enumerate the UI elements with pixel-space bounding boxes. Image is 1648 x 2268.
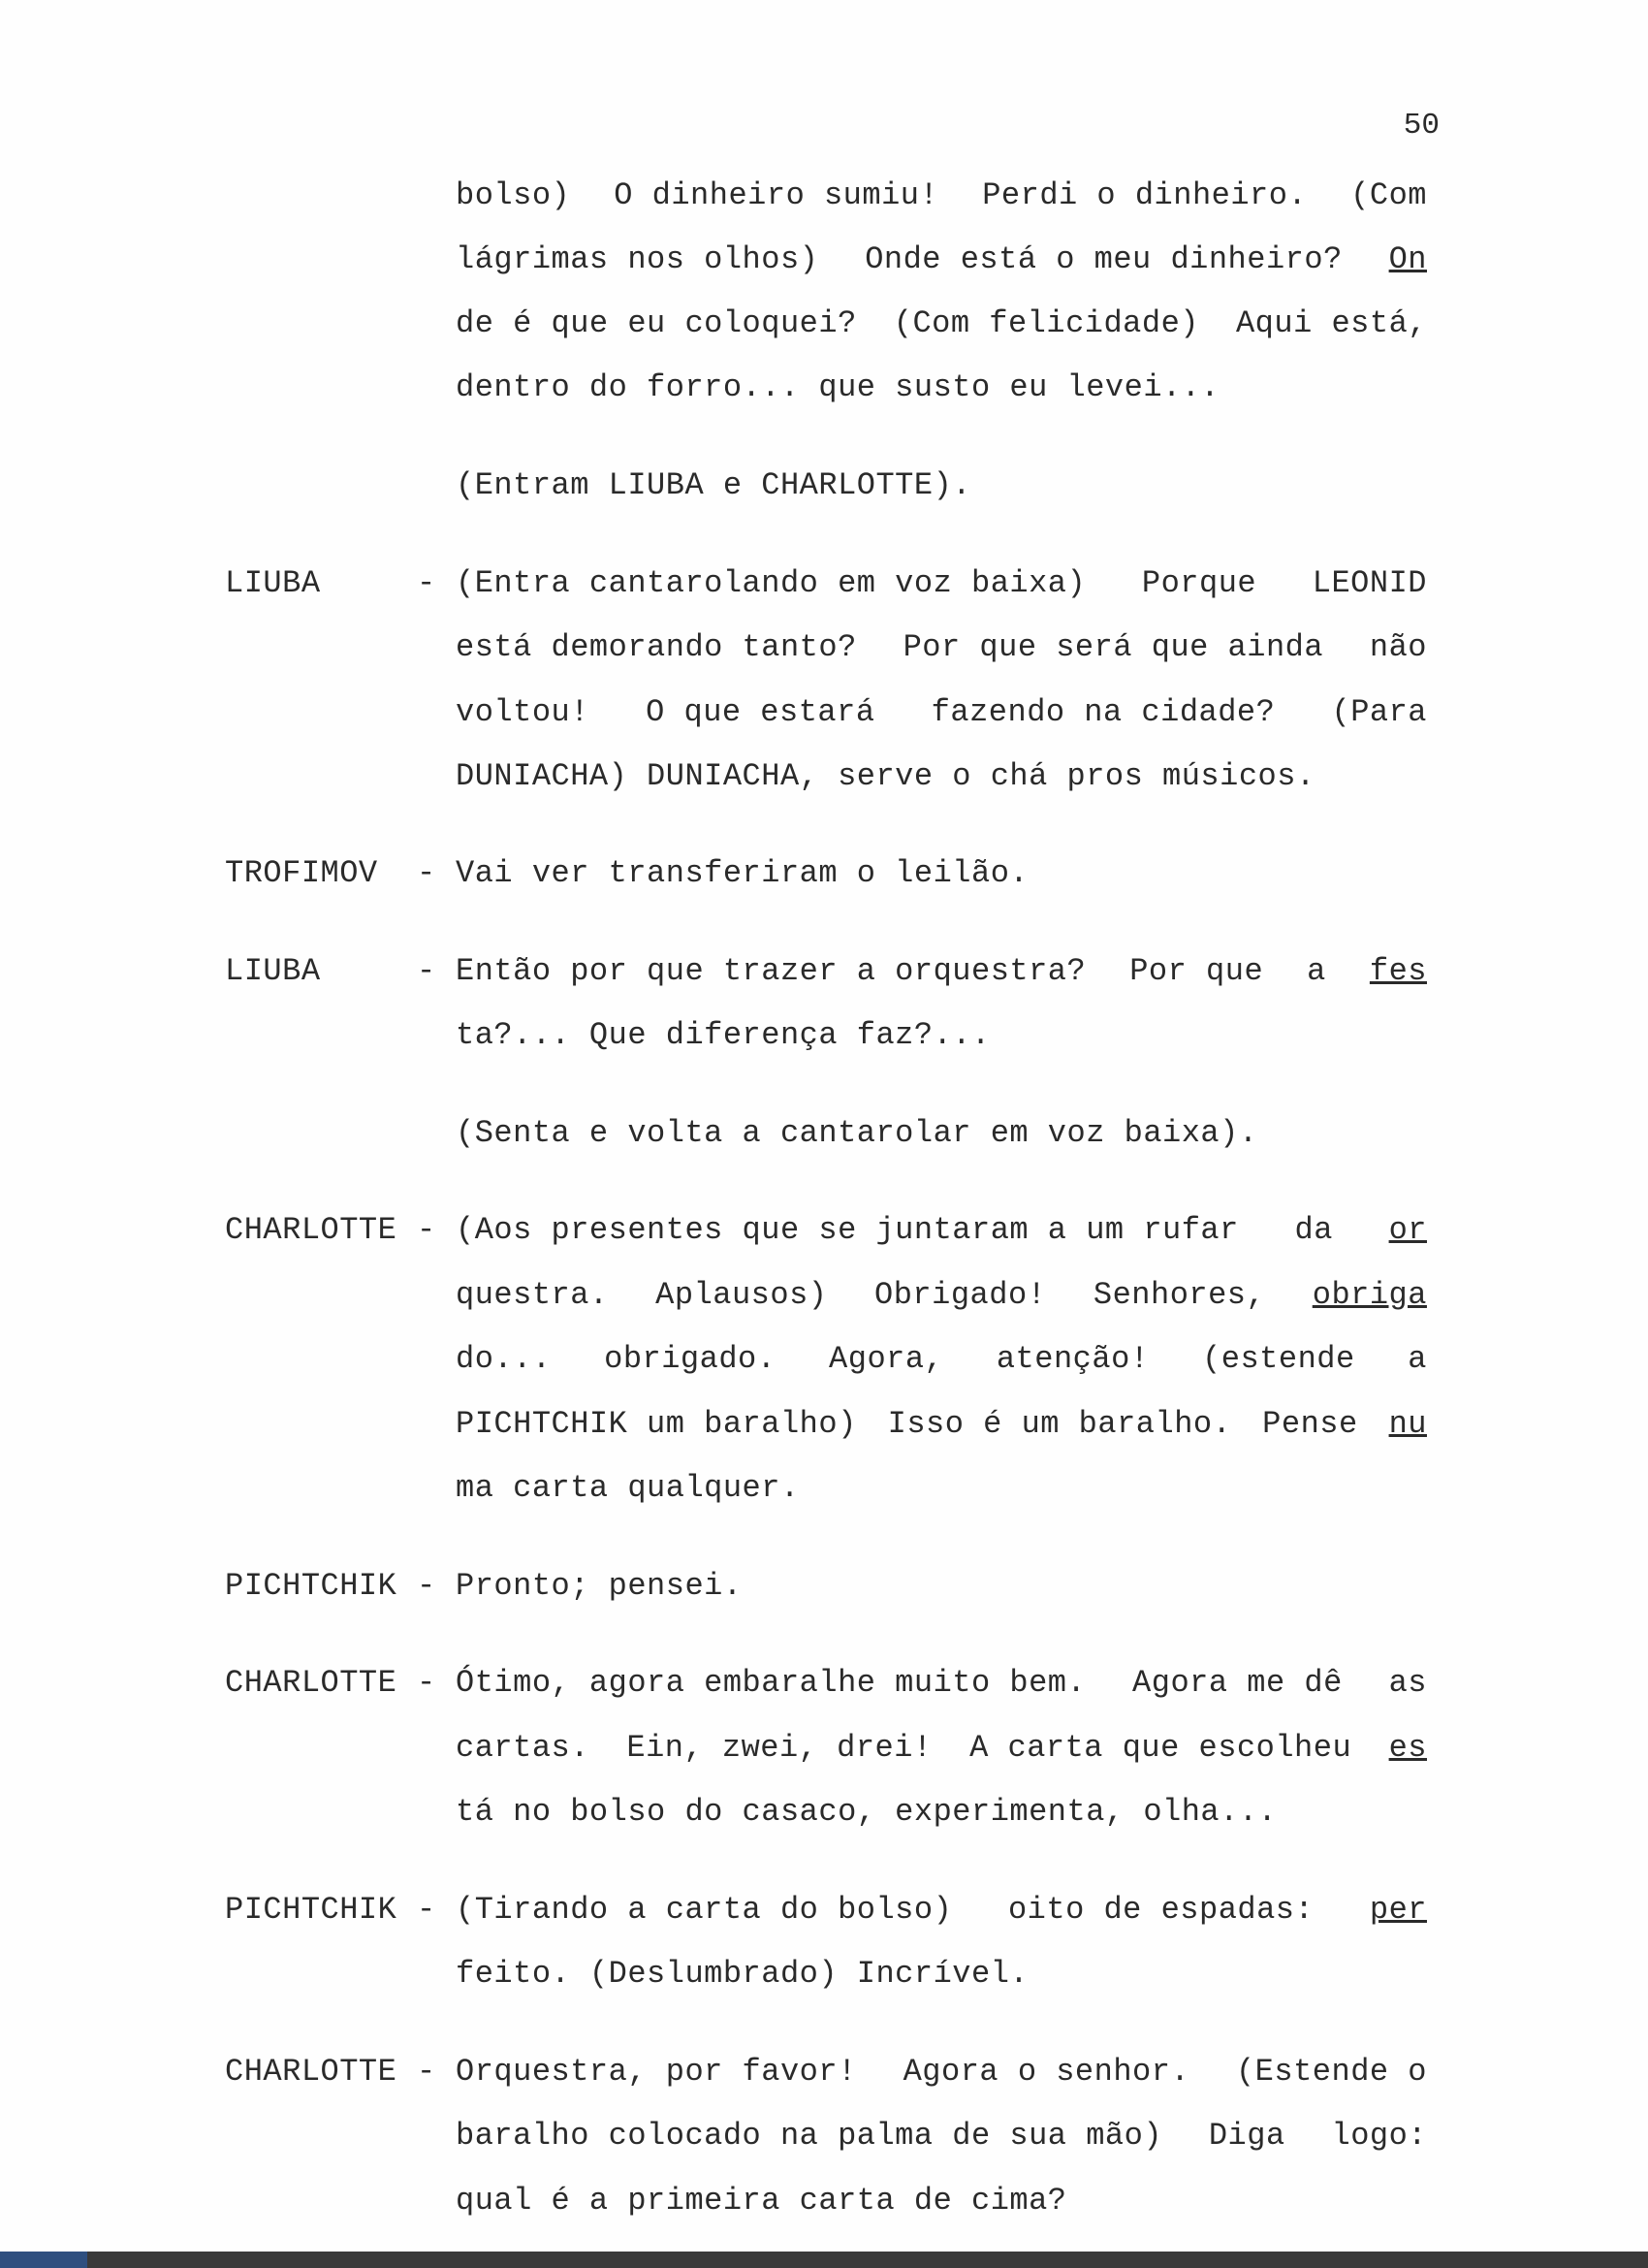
speaker-name: CHARLOTTE — [225, 1665, 397, 1701]
dialogue-line: tá no bolso do casaco, experimenta, olha... — [456, 1794, 1278, 1830]
speaker-dash: - — [417, 1568, 436, 1604]
dialogue-line: de é que eu coloquei? (Com felicidade) Aqui está, — [456, 305, 1427, 341]
stage-direction: (Entram LIUBA e CHARLOTTE). — [456, 467, 971, 503]
dialogue-line: Vai ver transferiram o leilão. — [456, 855, 1030, 891]
dialogue-line: dentro do forro... que susto eu levei... — [456, 369, 1220, 405]
dialogue-line: bolso) O dinheiro sumiu! Perdi o dinheiro. (Com — [456, 177, 1427, 213]
dialogue-line: voltou! O que estará fazendo na cidade? (Para — [456, 694, 1427, 730]
speaker-dash: - — [417, 855, 436, 891]
dialogue-line: DUNIACHA) DUNIACHA, serve o chá pros músicos. — [456, 758, 1315, 794]
speaker-name: LIUBA — [225, 565, 321, 601]
dialogue-line: (Entra cantarolando em voz baixa) Porque LEONID — [456, 565, 1427, 601]
dialogue-line: baralho colocado na palma de sua mão) Diga logo: — [456, 2118, 1427, 2154]
dialogue-line: está demorando tanto? Por que será que ainda não — [456, 629, 1427, 665]
dialogue-line: lágrimas nos olhos) Onde está o meu dinheiro? On — [456, 241, 1427, 277]
speaker-dash: - — [417, 565, 436, 601]
dialogue-line: PICHTCHIK um baralho) Isso é um baralho. Pense nu — [456, 1406, 1427, 1442]
speaker-name: CHARLOTTE — [225, 2054, 397, 2090]
speaker-name: LIUBA — [225, 953, 321, 989]
dialogue-line: feito. (Deslumbrado) Incrível. — [456, 1956, 1030, 1992]
speaker-name: TROFIMOV — [225, 855, 378, 891]
speaker-dash: - — [417, 953, 436, 989]
speaker-dash: - — [417, 1892, 436, 1928]
speaker-dash: - — [417, 2054, 436, 2090]
dialogue-line: Pronto; pensei. — [456, 1568, 743, 1604]
page-number: 50 — [1403, 109, 1440, 143]
speaker-dash: - — [417, 1665, 436, 1701]
dialogue-line: Orquestra, por favor! Agora o senhor. (Estende o — [456, 2054, 1427, 2090]
dialogue-line: (Aos presentes que se juntaram a um rufar da or — [456, 1212, 1427, 1248]
scan-edge-mark — [0, 2252, 87, 2268]
dialogue-line: Então por que trazer a orquestra? Por que a fes — [456, 953, 1427, 989]
stage-direction: (Senta e volta a cantarolar em voz baixa). — [456, 1115, 1258, 1151]
dialogue-line: ma carta qualquer. — [456, 1470, 800, 1506]
dialogue-line: cartas. Ein, zwei, drei! A carta que escolheu es — [456, 1730, 1427, 1766]
speaker-name: CHARLOTTE — [225, 1212, 397, 1248]
dialogue-line: questra. Aplausos) Obrigado! Senhores, obriga — [456, 1277, 1427, 1313]
dialogue-line: qual é a primeira carta de cima? — [456, 2183, 1067, 2219]
speaker-dash: - — [417, 1212, 436, 1248]
dialogue-line: do... obrigado. Agora, atenção! (estende a — [456, 1341, 1427, 1377]
speaker-name: PICHTCHIK — [225, 1568, 397, 1604]
dialogue-line: ta?... Que diferença faz?... — [456, 1017, 991, 1053]
dialogue-line: (Tirando a carta do bolso) oito de espadas: per — [456, 1892, 1427, 1928]
dialogue-line: Ótimo, agora embaralhe muito bem. Agora me dê as — [456, 1665, 1427, 1701]
speaker-name: PICHTCHIK — [225, 1892, 397, 1928]
scan-bottom-edge — [0, 2252, 1648, 2268]
